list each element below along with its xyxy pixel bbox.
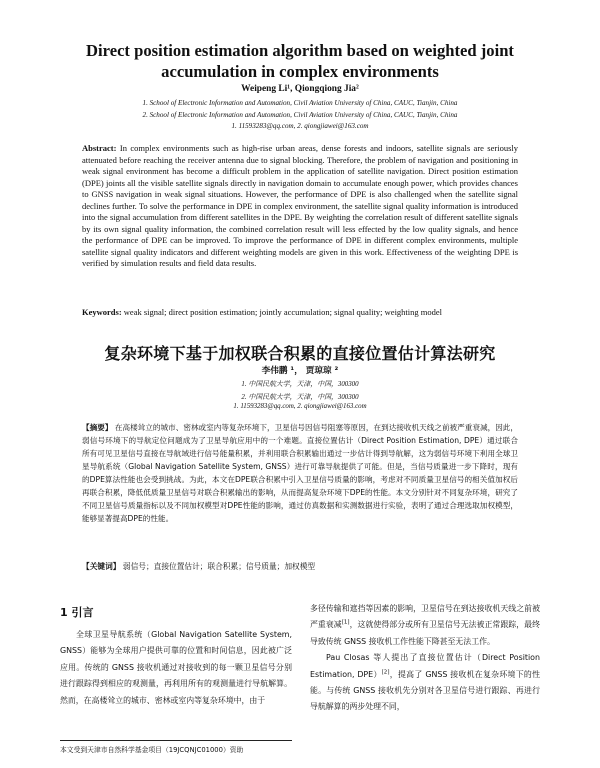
footnote-divider [60,740,292,741]
english-abstract [82,143,518,270]
english-emails: 1. 11593283@qq.com, 2. qiongjiawei@163.com [231,122,369,130]
chinese-abstract-text: 在高楼耸立的城市、密林或室内等复杂环境下，卫星信号因信号阻塞等原因，在到达接收机天线之前被严重衰减，因此，弱信号环境下的导航定位问题成为了卫星导航应用中的一个难题。直接位置估计（Direct Position Estimation, DPE）通过联合所有可见卫星信号直接在导航域进行信号能量积累，并利用联合积累输出通过一步估计得到导航解，这为弱信号环境下利用全球卫星导航系统（Global Navigation Satellite System, GNSS）进行可靠导航提供了可能。但是，当信号质量进一步下降时，现有的DPE算法性能也会受到挑战。为此，本文在DPE联合积累中引入卫星信号质量的影响，考虑对不同质量卫星信号的相关值加权后再联合积累，降低低质量卫星信号对联合积累输出的影响，从而提高复杂环境下DPE的性能。本文分别针对不同复杂环境，研究了不同卫星信号质量指标以及不同加权模型对DPE性能的影响，通过仿真数据和实测数据进行实验，表明了通过合理选取加权模型，能够显著提高DPE的性能。 [82,423,519,523]
english-abstract-text: In complex environments such as high-rise urban areas, dense forests and indoors, satellite signals are seriously attenuated before reaching the receiver antenna due to signal blocking. Therefore, the problem of navigation and positioning in weak signal environment has become a difficult problem in the application of satellite navigation. Direct position estimation (DPE) joints all the visible satellite signals directly in navigation domain to accumulate enough power, which provides chances to GNSS navigation in weak signal situations. However, the performance of DPE is also challenged when the satellite signal declines further. To solve the performance in DPE in complex environment, the satellite signal quality information is introduced into the signal accumulation from different satellites in the DPE. By weighting the correlation result of different satellite signals by its own signal quality information, the combined correlation result will less effected by the low quality signals, and hence the performance of DPE can be improved. To improve the performance of DPE in different complex environments, multiple satellite signal quality indicators and different weighting models are given in this work. Effectiveness of the weighting DPE is verified by simulation results and field data results. [82,143,518,269]
chinese-title: 复杂环境下基于加权联合积累的直接位置估计算法研究 [104,344,496,363]
body-right-p1-text-cont: ，这就使得部分或所有卫星信号无法被正常跟踪，最终导致传统 GNSS 接收机工作性能下降甚至无法工作。 [310,620,540,646]
funding-footnote: 本文受到天津市自然科学基金项目（19JCQNJC01000）资助 [60,746,244,754]
body-left-column: 全球卫星导航系统（Global Navigation Satellite System, GNSS）能够为全球用户提供可靠的位置和时间信息，因此被广泛应用。传统的 GNSS 接收机通过对接收到的每一颗卫星信号分别进行跟踪得到相应的观测量，再利用所有的观测量进行导航解算。然而，在高楼耸立的城市、密林或室内等复杂环境中，由于 [60,630,292,705]
english-abstract-label: Abstract: [82,143,117,153]
chinese-keywords-label: 【关键词】 [82,562,121,571]
body-right-paragraph-2 [310,650,540,716]
chinese-emails: 1. 11593283@qq.com, 2. qiongjiawei@163.com [233,403,367,410]
chinese-affiliation-1: 1. 中国民航大学，天津，中国，300300 [241,381,359,388]
body-right-column [310,601,540,716]
chinese-keywords [82,561,518,572]
english-affiliation-1: 1. School of Electronic Information and Automation, Civil Aviation University of China, CAUC, Tianjin, China [142,99,458,107]
english-title-line-2: accumulation in complex environments [161,62,439,81]
citation-2: [2] [381,669,390,675]
body-right-p1-text: 多径传输和遮挡等因素的影响，卫星信号在到达接收机天线之前被严重衰减 [310,604,540,630]
chinese-abstract-label: 【摘要】 [82,423,113,432]
english-keywords [82,307,518,317]
english-keywords-text: weak signal; direct position estimation; jointly accumulation; signal quality; weighting model [123,307,443,317]
chinese-affiliation-2: 2. 中国民航大学，天津，中国，300300 [241,394,359,401]
chinese-abstract [82,421,518,525]
chinese-authors: 李伟鹏 ¹， 贾琼琼 ² [261,366,339,376]
english-keywords-label: Keywords: [82,307,122,317]
body-right-paragraph-1 [310,601,540,650]
body-right-p2-text: Pau Closas 等人提出了直接位置估计（Direct Position Estimation, DPE） [310,653,540,679]
citation-1: [1] [341,619,350,626]
body-right-p2-text-cont: ，提高了 GNSS 接收机在复杂环境下的性能。与传统 GNSS 接收机先分别对各卫星信号进行跟踪、再进行导航解算的两步处理不同， [310,669,540,712]
english-title [40,40,560,82]
english-authors: Weipeng Li¹, Qiongqiong Jia² [241,84,359,94]
english-affiliation-2: 2. School of Electronic Information and Automation, Civil Aviation University of China, CAUC, Tianjin, China [142,111,458,119]
chinese-keywords-text: 弱信号；直接位置估计；联合积累；信号质量；加权模型 [122,562,316,571]
english-title-line-1: Direct position estimation algorithm based on weighted joint [86,41,514,60]
section-heading-introduction: 1 引言 [60,606,94,619]
